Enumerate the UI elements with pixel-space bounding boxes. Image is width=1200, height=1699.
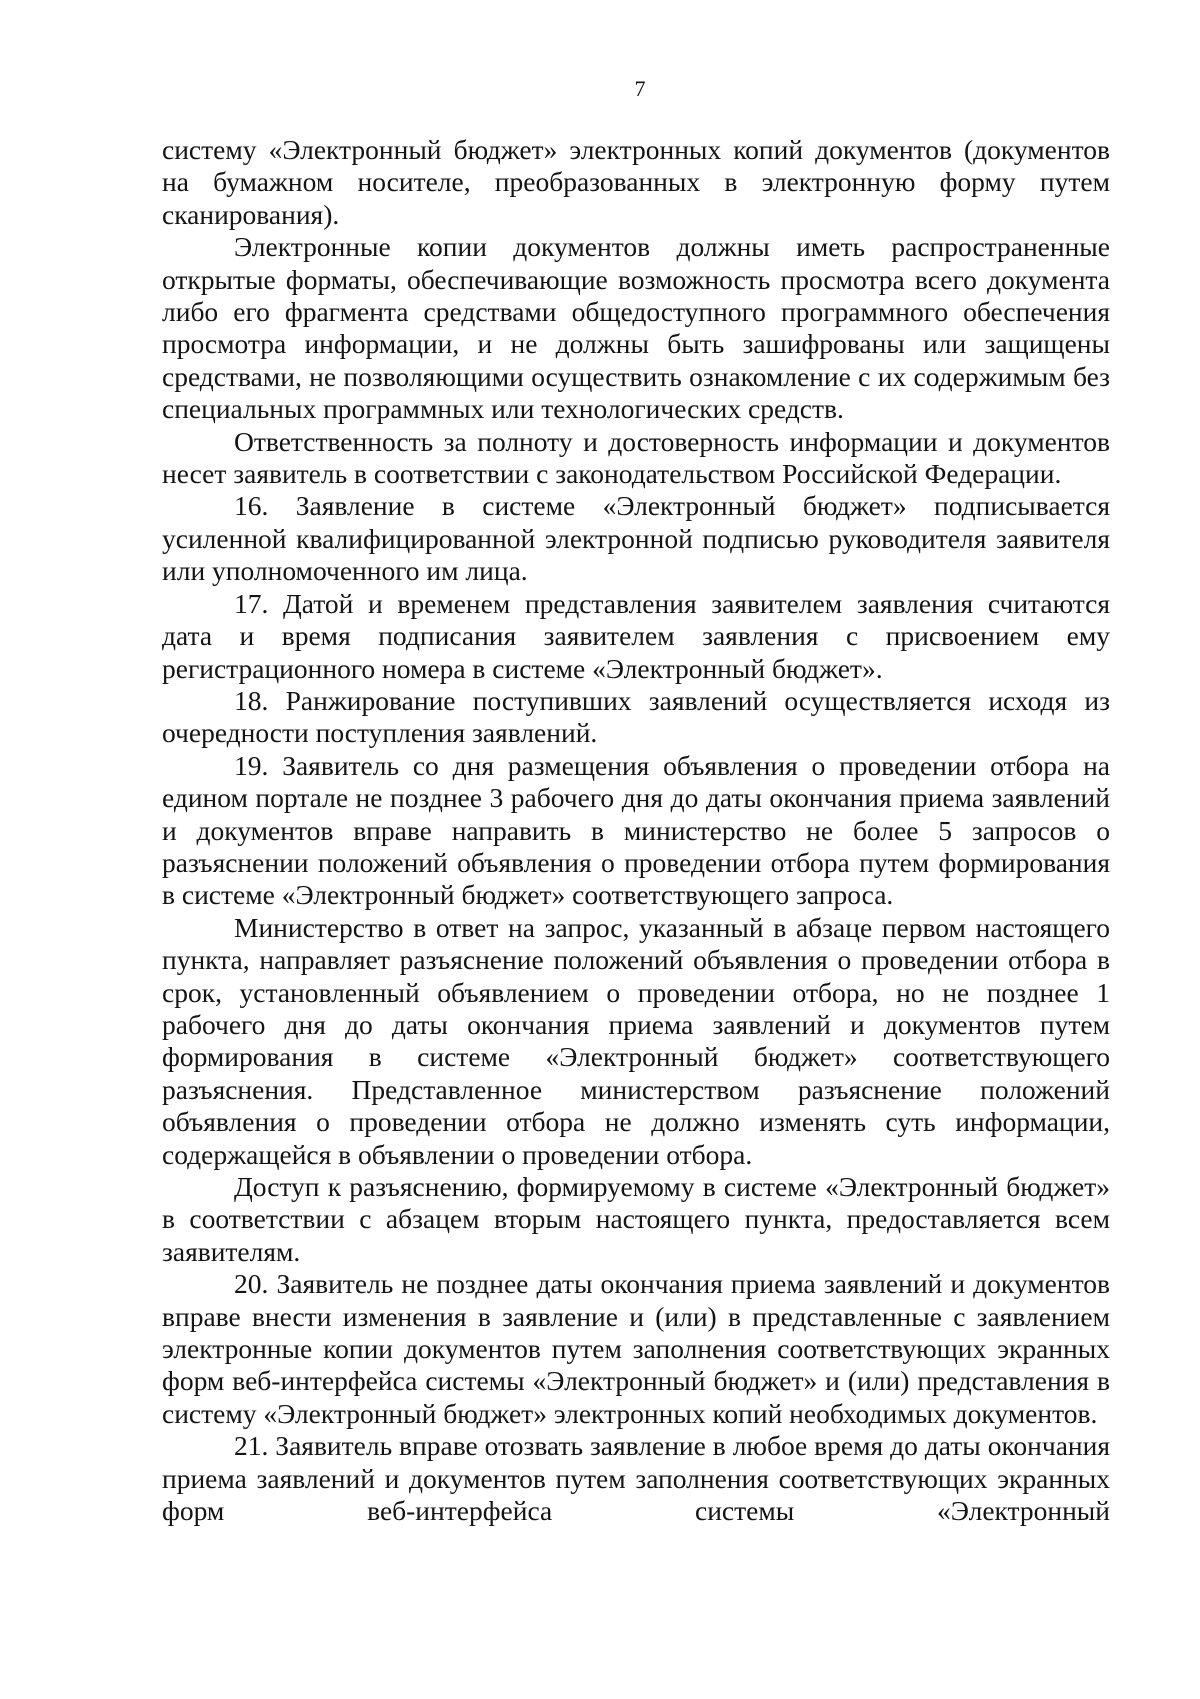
page-number: 7 [634,76,646,101]
paragraph-item-17: 17. Датой и временем представления заявителем заявления считаются дата и время подписания заявителем заявления с присвоением ему регистрационного номера в системе «Электронный бюджет». [162,587,1110,684]
paragraph-electronic-copies-formats: Электронные копии документов должны иметь распространенные открытые форматы, обеспечивающие возможность просмотра всего документа либо его фрагмента средствами общедоступного программного обеспечения просмотра информации, и не должны быть зашифрованы или защищены средствами, не позволяющими осуществить ознакомление с их содержимым без специальных программных или технологических средств. [162,231,1110,425]
paragraph-item-16: 16. Заявление в системе «Электронный бюджет» подписывается усиленной квалифицированной электронной подписью руководителя заявителя или уполномоченного им лица. [162,490,1110,587]
paragraph-access-to-clarification: Доступ к разъяснению, формируемому в системе «Электронный бюджет» в соответствии с абзацем вторым настоящего пункта, предоставляется всем заявителям. [162,1171,1110,1267]
paragraph-item-18: 18. Ранжирование поступивших заявлений осуществляется исходя из очередности поступления заявлений. [162,684,1110,749]
paragraph-ministry-answer: Министерство в ответ на запрос, указанный в абзаце первом настоящего пункта, направляет разъяснение положений объявления о проведении отбора в срок, установленный объявлением о проведении отбора, но не позднее 1 рабочего дня до даты окончания приема заявлений и документов путем формирования в системе «Электронный бюджет» соответствующего разъяснения. Представленное министерством разъяснение положений объявления о проведении отбора не должно изменять суть информации, содержащейся в объявлении о проведении отбора. [162,911,1110,1170]
paragraph-item-21: 21. Заявитель вправе отозвать заявление в любое время до даты окончания приема заявлений и документов путем заполнения соответствующих экранных форм веб-интерфейса системы «Электронный [162,1430,1110,1527]
paragraph-continuation: систему «Электронный бюджет» электронных копий документов (документов на бумажном носителе, преобразованных в электронную форму путем сканирования). [162,134,1110,230]
paragraph-responsibility: Ответственность за полноту и достоверность информации и документов несет заявитель в соответствии с законодательством Российской Федерации. [162,425,1110,490]
document-body [162,134,1110,1527]
paragraph-item-19: 19. Заявитель со дня размещения объявления о проведении отбора на едином портале не позднее 3 рабочего дня до даты окончания приема заявлений и документов вправе направить в министерство не более 5 запросов о разъяснении положений объявления о проведении отбора путем формирования в системе «Электронный бюджет» соответствующего запроса. [162,749,1110,911]
paragraph-item-20: 20. Заявитель не позднее даты окончания приема заявлений и документов вправе внести изменения в заявление и (или) в представленные с заявлением электронные копии документов путем заполнения соответствующих экранных форм веб-интерфейса системы «Электронный бюджет» и (или) представления в систему «Электронный бюджет» электронных копий необходимых документов. [162,1268,1110,1429]
